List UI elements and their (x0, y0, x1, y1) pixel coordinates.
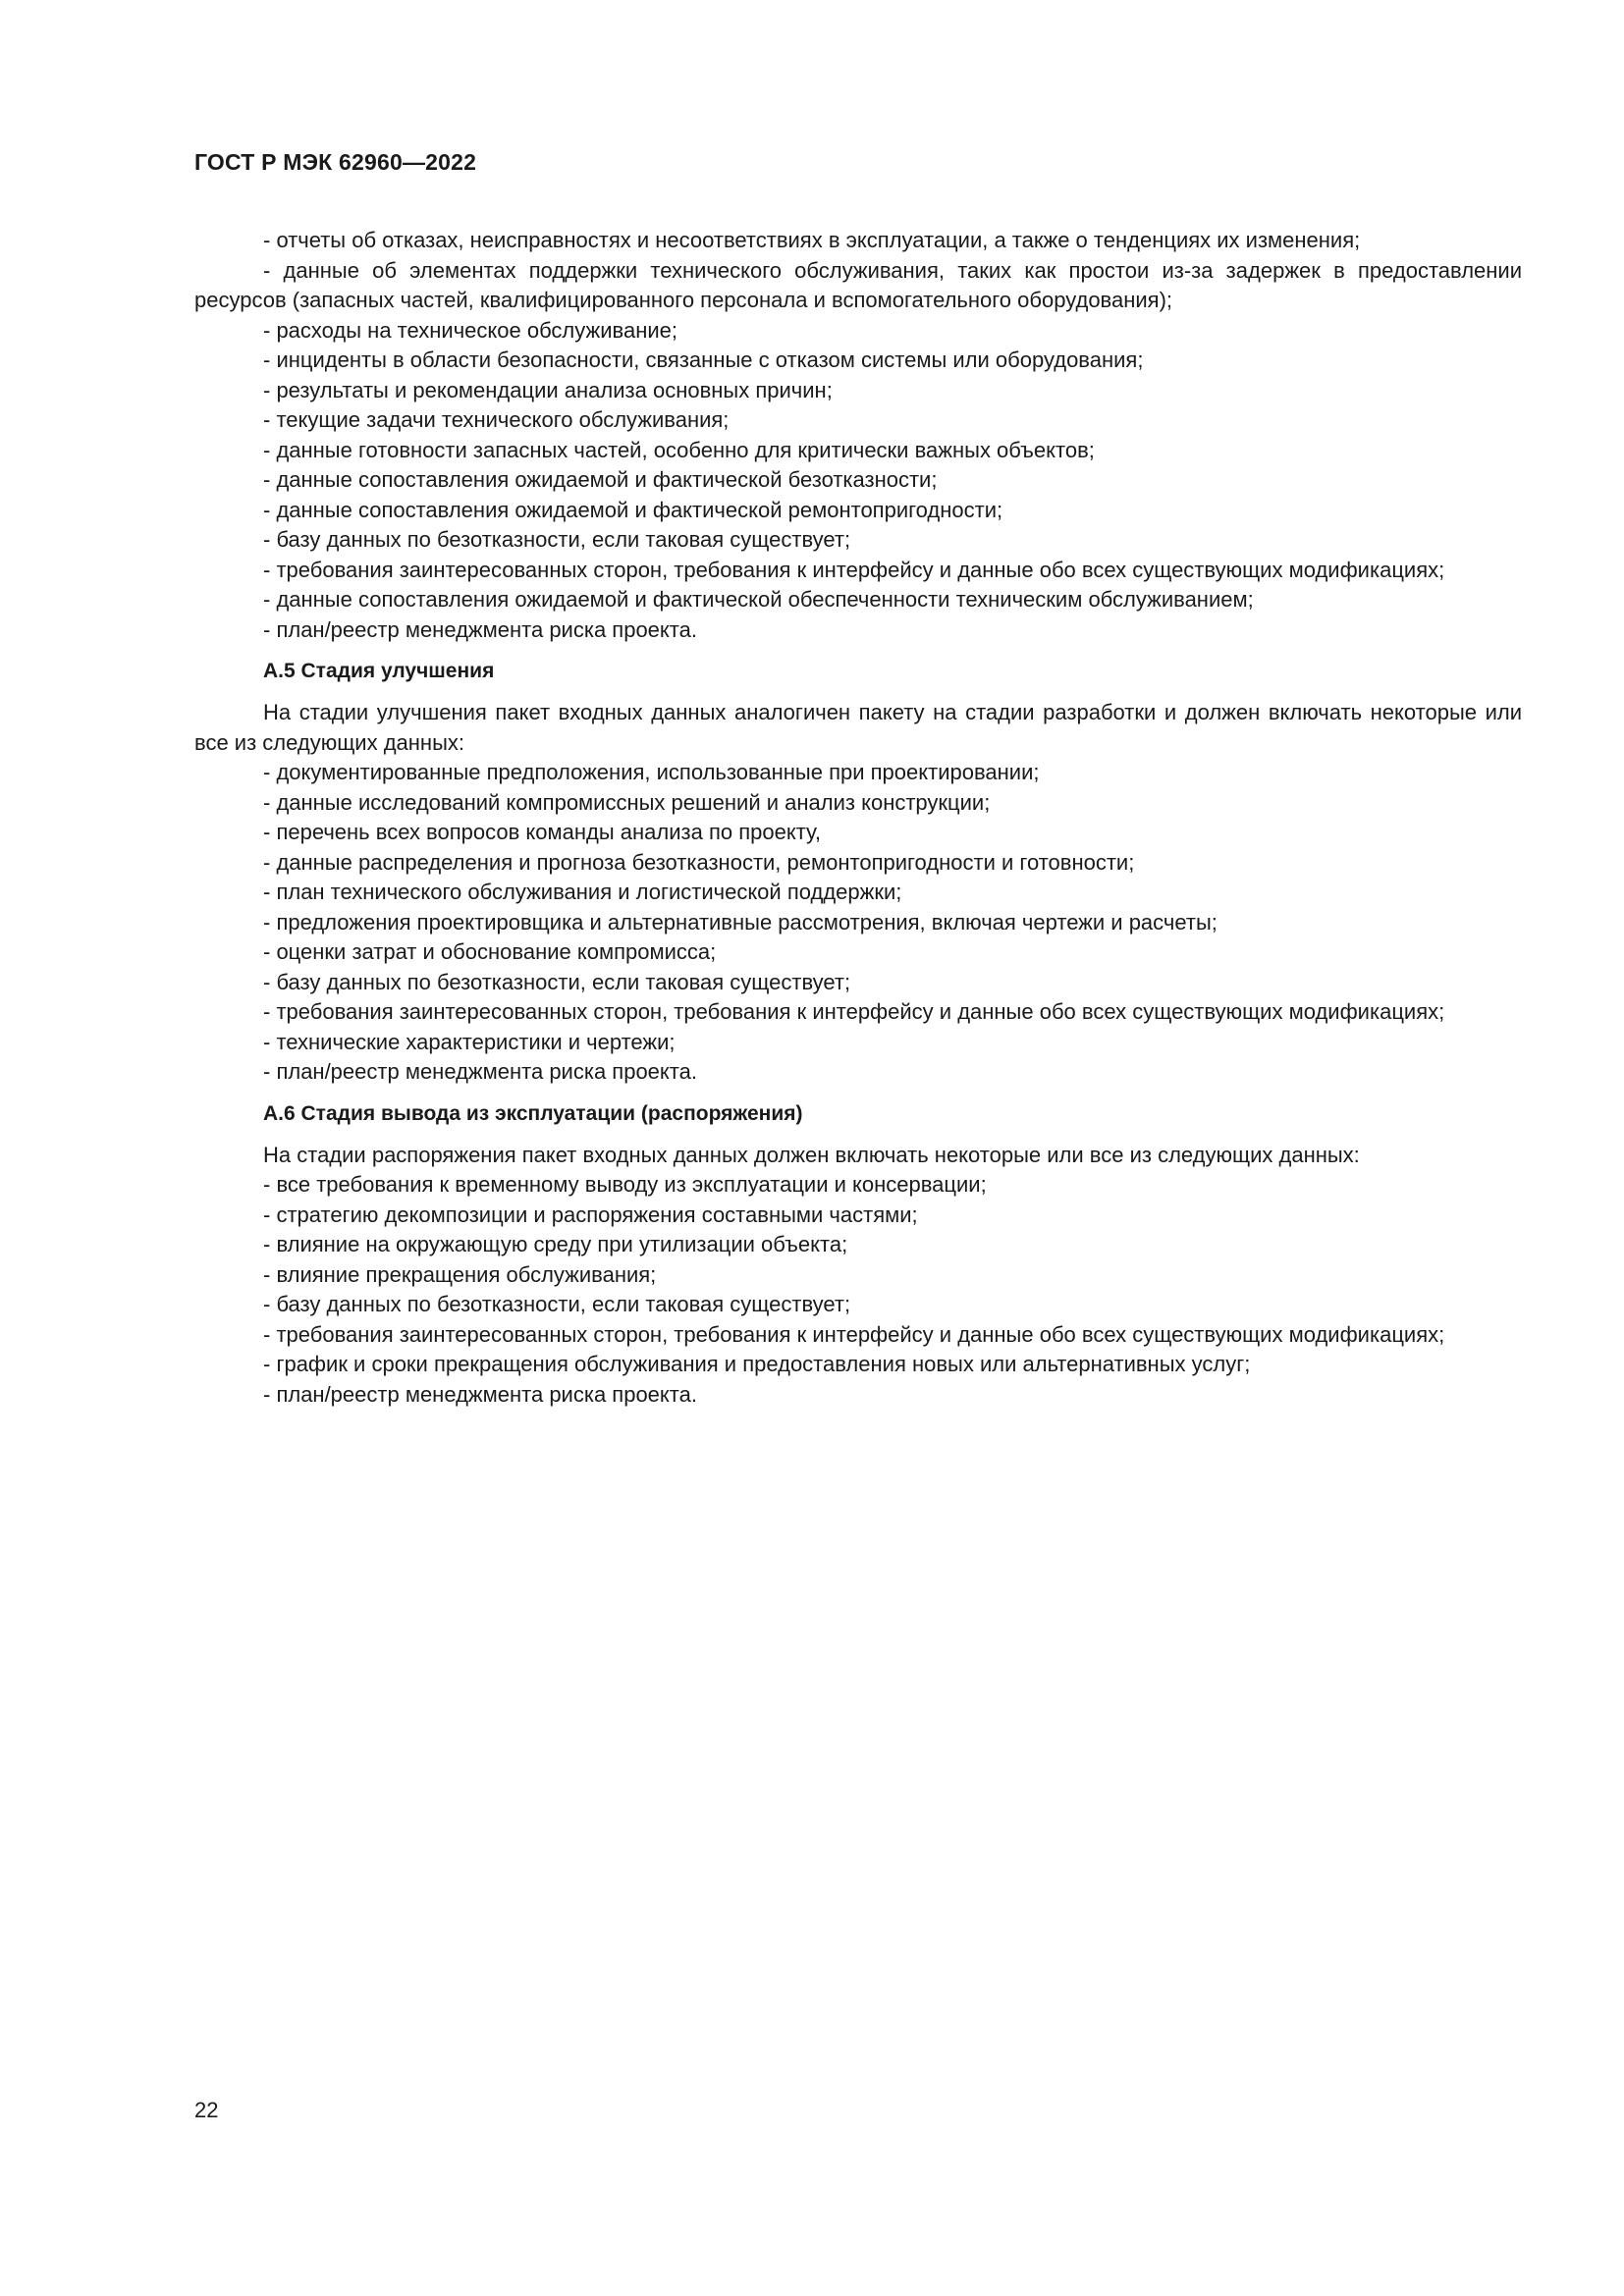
list-item: - требования заинтересованных сторон, требования к интерфейсу и данные обо всех существующих модификациях; (263, 557, 1445, 582)
list-item: - план/реестр менеджмента риска проекта. (263, 1059, 697, 1084)
list-item: - данные об элементах поддержки технического обслуживания, таких как простои из-за задержек в предоставлении ресурсов (запасных частей, квалифицированного персонала и вспомогательного оборудования); (194, 257, 1522, 312)
list-item: - текущие задачи технического обслуживания; (263, 407, 730, 432)
list-item: - требования заинтересованных сторон, требования к интерфейсу и данные обо всех существующих модификациях; (263, 999, 1445, 1024)
list-item: - требования заинтересованных сторон, требования к интерфейсу и данные обо всех существующих модификациях; (263, 1321, 1445, 1347)
list-top (194, 226, 1522, 645)
list-item: - данные сопоставления ожидаемой и фактической ремонтопригодности; (263, 497, 1003, 522)
list-item: - оценки затрат и обоснование компромисса; (263, 939, 717, 964)
list-item: - влияние на окружающую среду при утилизации объекта; (263, 1232, 848, 1256)
list-item: - результаты и рекомендации анализа основных причин; (263, 377, 833, 402)
list-item: - перечень всех вопросов команды анализа по проекту, (263, 820, 821, 844)
list-item: - технические характеристики и чертежи; (263, 1029, 676, 1054)
list-item: - данные распределения и прогноза безотказности, ремонтопригодности и готовности; (263, 849, 1135, 875)
list-item: - план/реестр менеджмента риска проекта. (263, 1381, 697, 1407)
section-a6-heading: А.6 Стадия вывода из эксплуатации (распоряжения) (263, 1101, 803, 1125)
section-a6-intro: На стадии распоряжения пакет входных данных должен включать некоторые или все из следующих данных: (263, 1142, 1360, 1167)
list-item: - график и сроки прекращения обслуживания и предоставления новых или альтернативных услуг; (263, 1352, 1251, 1376)
list-item: - инциденты в области безопасности, связанные с отказом системы или оборудования; (263, 347, 1144, 372)
list-item: - план технического обслуживания и логистической поддержки; (263, 880, 902, 904)
list-item: - данные сопоставления ожидаемой и фактической обеспеченности техническим обслуживанием; (263, 587, 1254, 612)
list-item: - документированные предположения, использованные при проектировании; (263, 760, 1040, 784)
list-item: - базу данных по безотказности, если таковая существует; (263, 969, 851, 994)
document-body (194, 226, 1522, 1410)
section-a5-heading: А.5 Стадия улучшения (263, 660, 495, 682)
list-item: - предложения проектировщика и альтернативные рассмотрения, включая чертежи и расчеты; (263, 909, 1218, 934)
list-item: - стратегию декомпозиции и распоряжения составными частями; (263, 1201, 918, 1227)
list-item: - влияние прекращения обслуживания; (263, 1261, 657, 1287)
list-item: - план/реестр менеджмента риска проекта. (263, 616, 697, 642)
list-item: - базу данных по безотказности, если таковая существует; (263, 1292, 851, 1316)
section-a5-intro: На стадии улучшения пакет входных данных аналогичен пакету на стадии разработки и должен включать некоторые или все из следующих данных: (194, 700, 1522, 755)
list-item: - данные сопоставления ожидаемой и фактической безотказности; (263, 467, 938, 492)
section-a6-list (194, 1170, 1522, 1410)
document-header: ГОСТ Р МЭК 62960—2022 (194, 149, 477, 175)
list-item: - расходы на техническое обслуживание; (263, 317, 677, 343)
list-item: - все требования к временному выводу из эксплуатации и консервации; (263, 1172, 987, 1197)
list-item: - данные готовности запасных частей, особенно для критически важных объектов; (263, 437, 1095, 462)
list-item: - базу данных по безотказности, если таковая существует; (263, 527, 851, 552)
section-a5-list (194, 758, 1522, 1088)
page-number: 22 (194, 2098, 219, 2122)
list-item: - отчеты об отказах, неисправностях и несоответствиях в эксплуатации, а также о тенденциях их изменения; (263, 228, 1361, 252)
list-item: - данные исследований компромиссных решений и анализ конструкции; (263, 789, 991, 815)
